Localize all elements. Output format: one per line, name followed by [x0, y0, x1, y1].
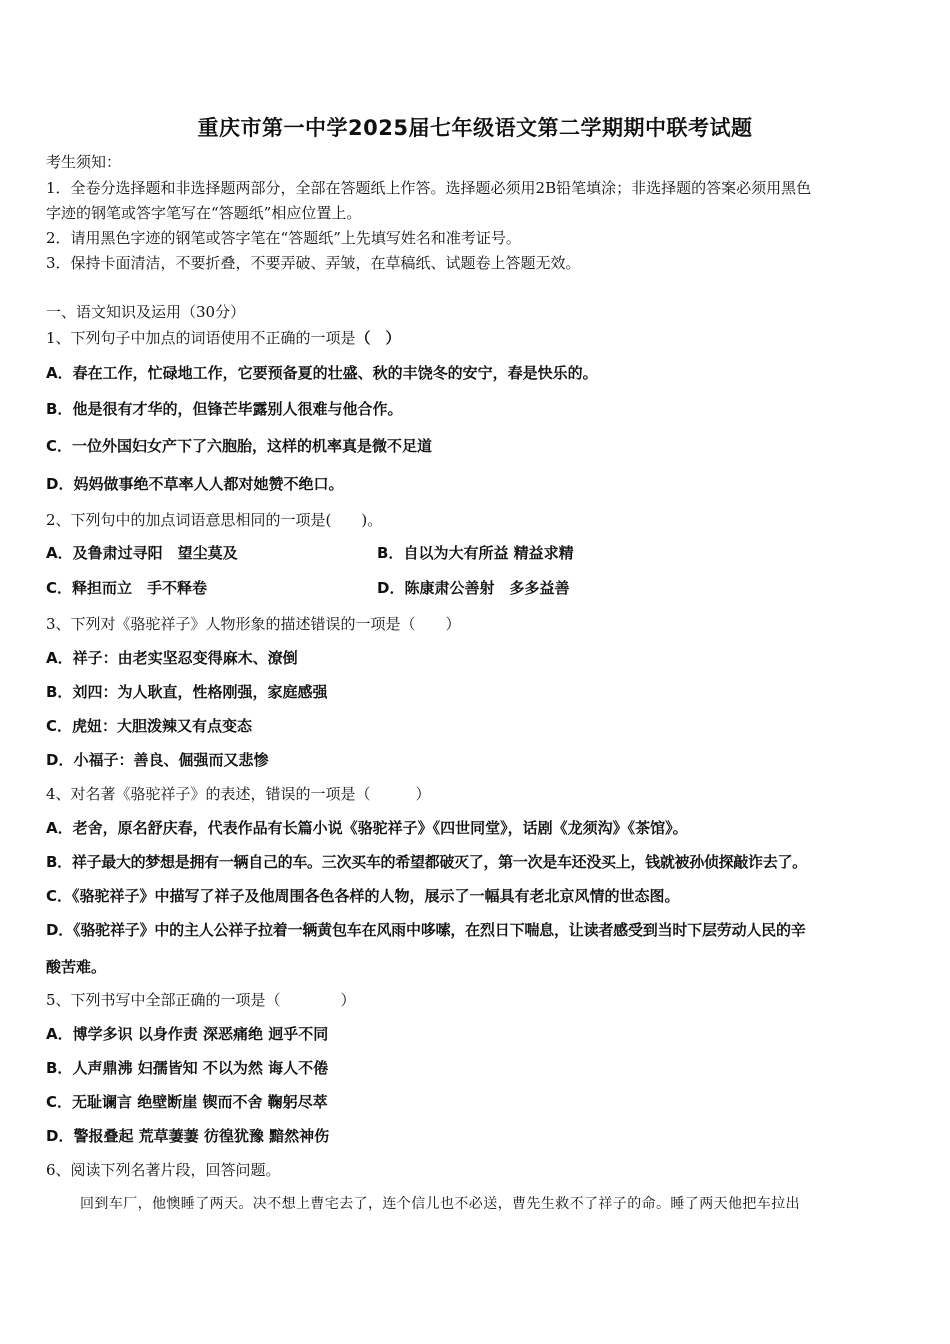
question-5: 5、下列书写中全部正确的一项是（ ） [46, 991, 356, 1009]
option-c: C．《骆驼祥子》中描写了祥子及他周围各色各样的人物，展示了一幅具有老北京风情的世态图。 [46, 887, 680, 905]
option-c: C．释担而立 手不释卷 [46, 579, 208, 597]
option-d: D．警报叠起 荒草萋萋 彷徨犹豫 黯然神伤 [46, 1127, 330, 1145]
option-b: B．人声鼎沸 妇孺皆知 不以为然 诲人不倦 [46, 1059, 329, 1077]
option-a: A．祥子：由老实坚忍变得麻木、潦倒 [46, 649, 298, 667]
page-title: 重庆市第一中学2025届七年级语文第二学期期中联考试题 [197, 116, 753, 140]
notice-line: 1．全卷分选择题和非选择题两部分，全部在答题纸上作答。选择题必须用2B铅笔填涂；非选择题的答案必须用黑色 [46, 179, 812, 197]
option-d: D．小福子：善良、倔强而又悲惨 [46, 751, 269, 769]
question-3: 3、下列对《骆驼祥子》人物形象的描述错误的一项是（ ） [46, 615, 461, 633]
notice-line: 2．请用黑色字迹的钢笔或答字笔在“答题纸”上先填写姓名和准考证号。 [46, 229, 521, 247]
option-a: A．老舍，原名舒庆春，代表作品有长篇小说《骆驼祥子》《四世同堂》，话剧《龙须沟》《茶馆》。 [46, 819, 688, 837]
option-d: D．妈妈做事绝不草率人人都对她赞不绝口。 [46, 475, 344, 493]
option-d-continued: 酸苦难。 [46, 958, 107, 976]
section-heading: 一、语文知识及运用（30分） [46, 303, 246, 321]
option-d: D．《骆驼祥子》中的主人公祥子拉着一辆黄包车在风雨中哆嗦，在烈日下喘息，让读者感受到当时下层劳动人民的辛 [46, 921, 806, 939]
option-d: D．陈康肃公善射 多多益善 [377, 579, 570, 597]
option-c: C．无耻谰言 绝壁断崖 锲而不舍 鞠躬尽萃 [46, 1093, 328, 1111]
option-a: A．博学多识 以身作责 深恶痛绝 迥乎不同 [46, 1025, 329, 1043]
option-a: A．及鲁肃过寻阳 望尘莫及 [46, 544, 238, 562]
reading-passage: 回到车厂，他懊睡了两天。决不想上曹宅去了，连个信儿也不必送，曹先生救不了祥子的命。睡了两天他把车拉出 [80, 1196, 800, 1212]
notice-line: 字迹的钢笔或答字笔写在“答题纸”相应位置上。 [46, 204, 362, 222]
option-c: C．虎妞：大胆泼辣又有点变态 [46, 717, 253, 735]
question-4: 4、对名著《骆驼祥子》的表述，错误的一项是（ ） [46, 785, 431, 803]
option-b: B．他是很有才华的，但锋芒毕露别人很难与他合作。 [46, 400, 403, 418]
option-c: C．一位外国妇女产下了六胞胎，这样的机率真是微不足道 [46, 437, 433, 455]
notice-heading: 考生须知： [46, 153, 122, 171]
answer-paren: （ ） [355, 329, 401, 347]
option-a: A．春在工作，忙碌地工作，它要预备夏的壮盛、秋的丰饶冬的安宁，春是快乐的。 [46, 364, 598, 382]
option-b: B．自以为大有所益 精益求精 [377, 544, 574, 562]
question-6: 6、阅读下列名著片段，回答问题。 [46, 1161, 281, 1179]
notice-line: 3．保持卡面清洁，不要折叠，不要弄破、弄皱，在草稿纸、试题卷上答题无效。 [46, 254, 581, 272]
option-b: B．刘四：为人耿直，性格刚强，家庭感强 [46, 683, 328, 701]
question-stem: 1、下列句子中加点的词语使用不正确的一项是 [46, 329, 356, 347]
question-2: 2、下列句中的加点词语意思相同的一项是( )。 [46, 511, 383, 529]
question-1 [46, 328, 401, 348]
option-b: B．祥子最大的梦想是拥有一辆自己的车。三次买车的希望都破灭了，第一次是车还没买上，钱就被孙侦探敲诈去了。 [46, 853, 807, 871]
